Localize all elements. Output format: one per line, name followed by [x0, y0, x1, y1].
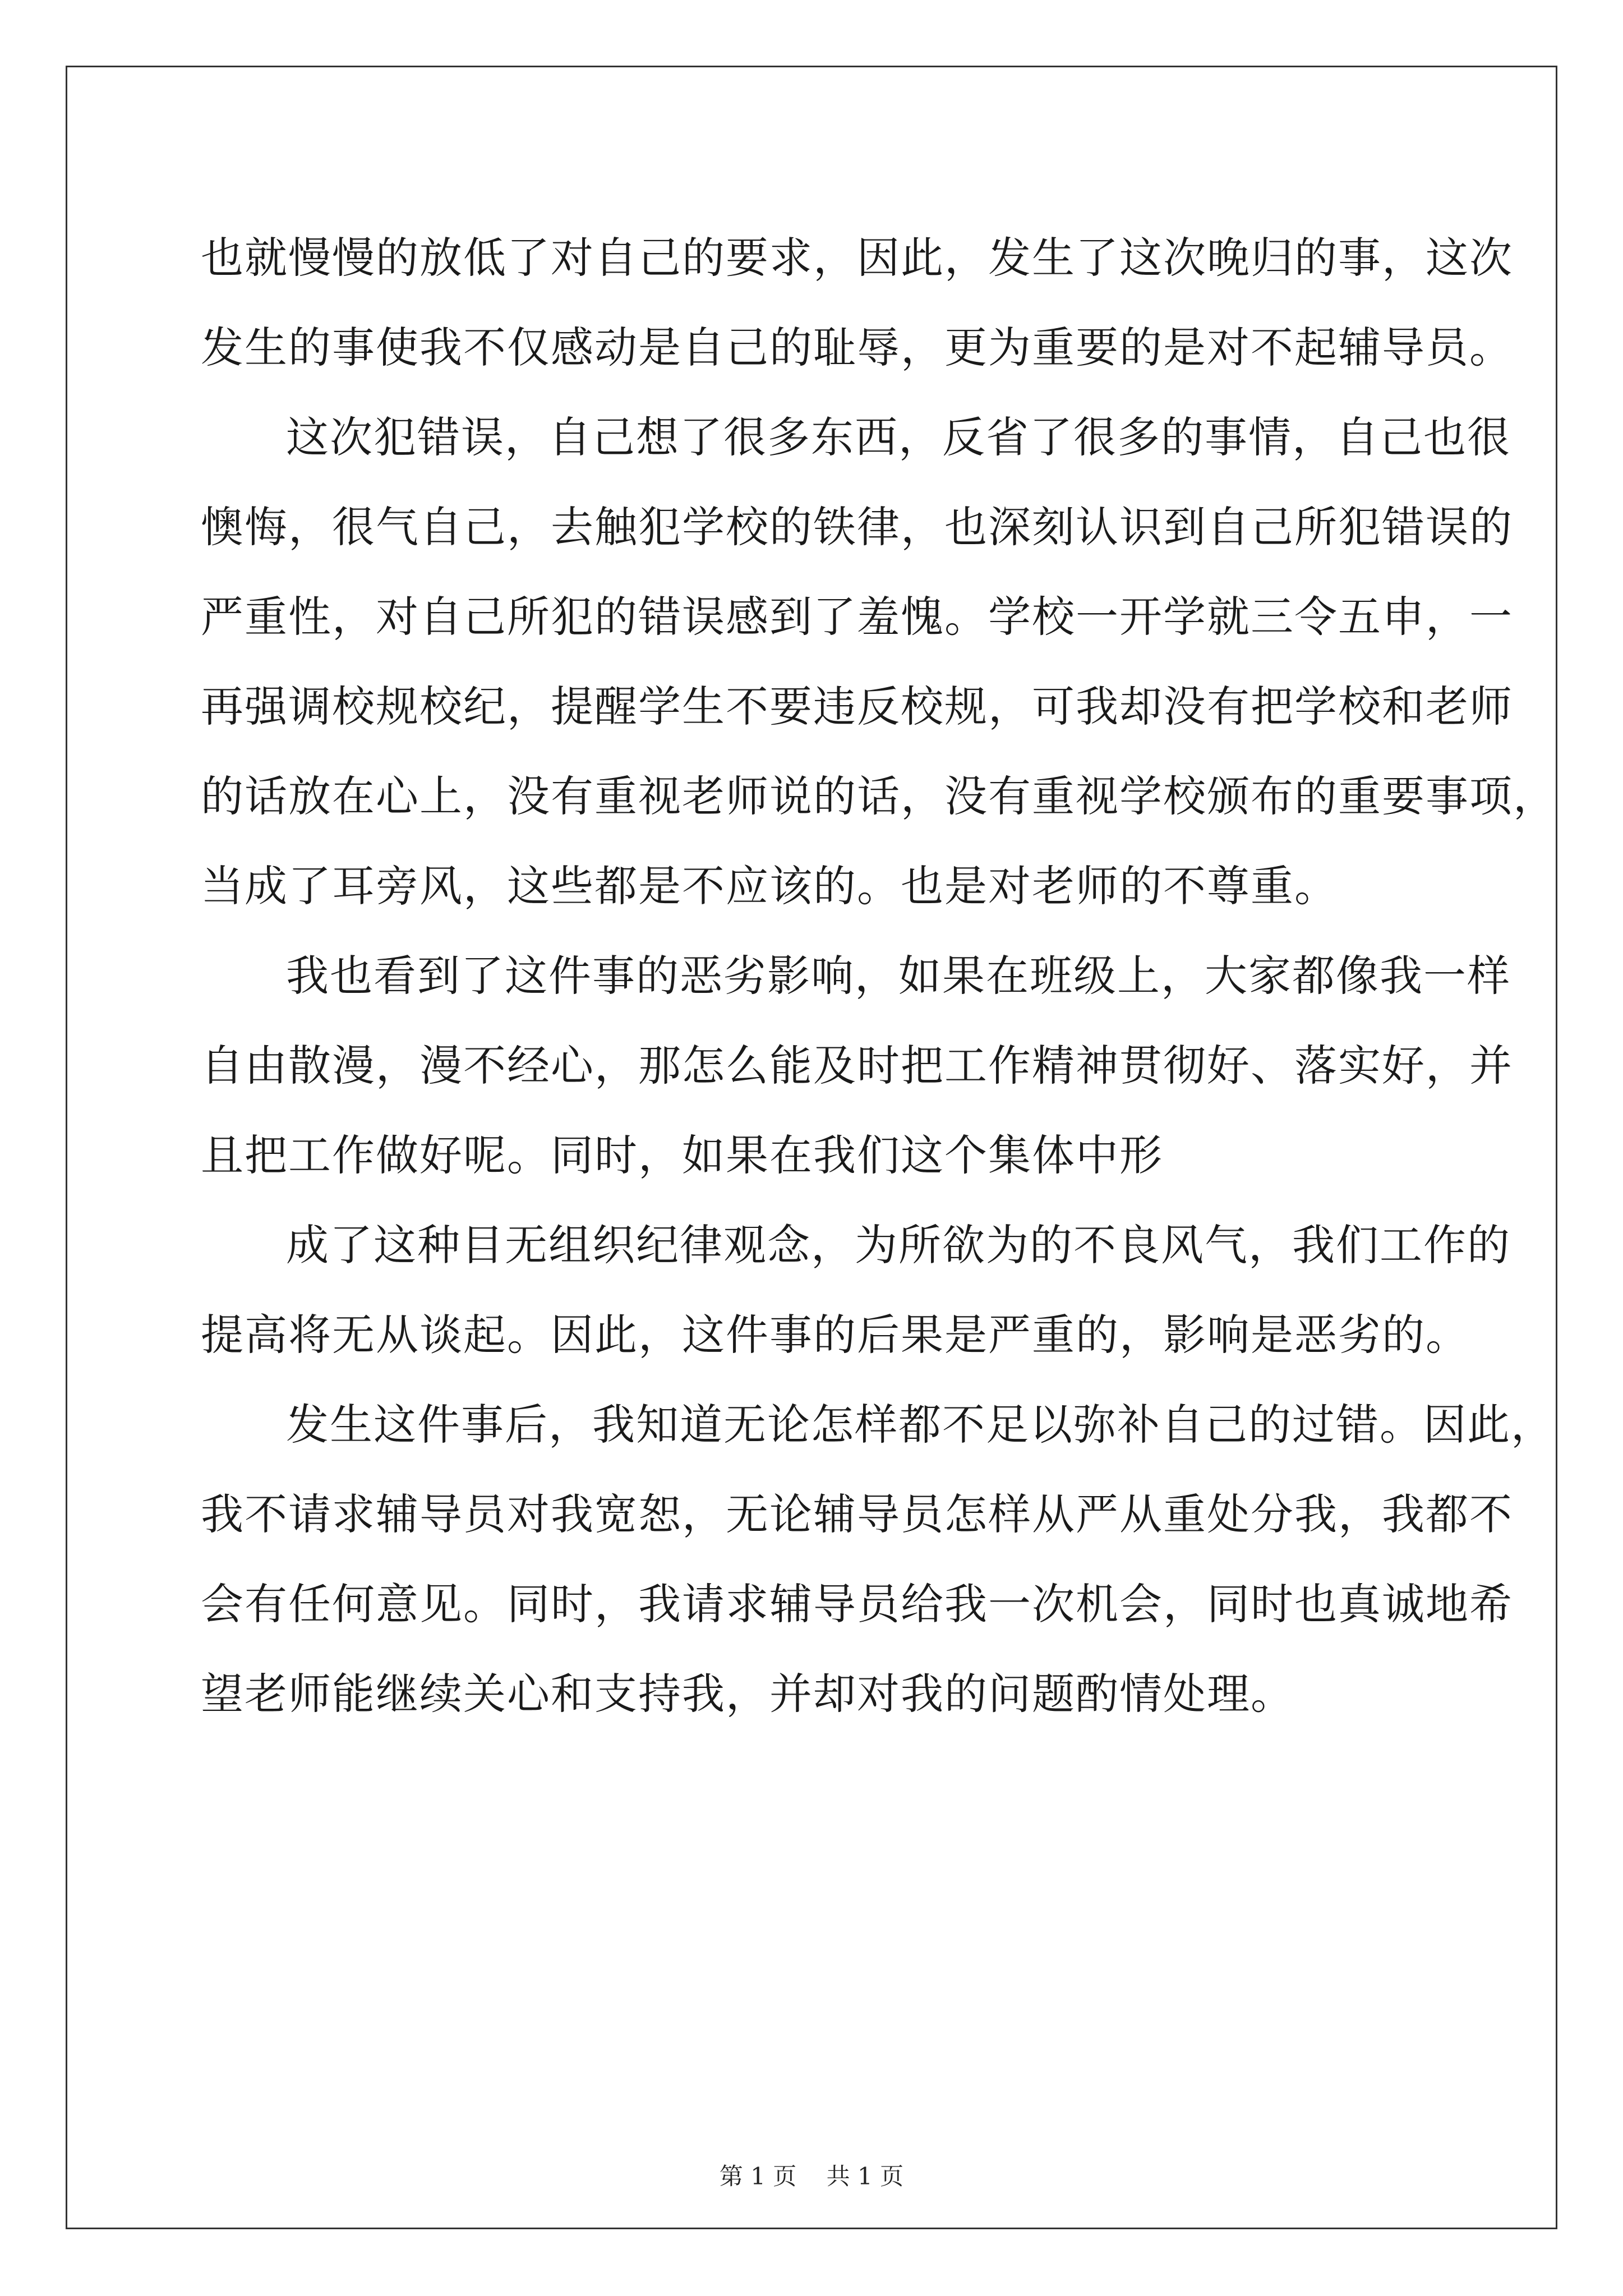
- text-line: 发生这件事后，我知道无论怎样都不足以弥补自己的过错。因此，: [286, 1400, 1555, 1450]
- text-line: 成了这种目无组织纪律观念，为所欲为的不良风气，我们工作的: [286, 1220, 1511, 1270]
- text-line: 的话放在心上，没有重视老师说的话，没有重视学校颁布的重要事项，: [201, 771, 1557, 821]
- page-number: 第 1 页: [719, 2162, 797, 2190]
- text-line: 望老师能继续关心和支持我，并却对我的问题酌情处理。: [201, 1669, 1294, 1719]
- text-line: 也就慢慢的放低了对自己的要求，因此，发生了这次晚归的事，这次: [201, 233, 1513, 283]
- text-line: 会有任何意见。同时，我请求辅导员给我一次机会，同时也真诚地希: [201, 1579, 1513, 1629]
- text-line: 提高将无从谈起。因此，这件事的后果是严重的，影响是恶劣的。: [201, 1310, 1469, 1360]
- text-line: 懊悔，很气自己，去触犯学校的铁律，也深刻认识到自己所犯错误的: [201, 502, 1513, 552]
- page-footer: [0, 2160, 1623, 2193]
- text-line: 这次犯错误，自己想了很多东西，反省了很多的事情，自己也很: [286, 412, 1511, 462]
- text-line: 当成了耳旁风，这些都是不应该的。也是对老师的不尊重。: [201, 861, 1338, 911]
- text-line: 发生的事使我不仅感动是自己的耻辱，更为重要的是对不起辅导员。: [201, 323, 1513, 372]
- text-line: 且把工作做好呢。同时，如果在我们这个集体中形: [201, 1130, 1163, 1180]
- total-pages: 共 1 页: [826, 2162, 904, 2190]
- document-body: [201, 213, 1557, 1739]
- text-line: 自由散漫，漫不经心，那怎么能及时把工作精神贯彻好、落实好，并: [201, 1041, 1513, 1091]
- text-line: 我不请求辅导员对我宽恕，无论辅导员怎样从严从重处分我，我都不: [201, 1489, 1513, 1539]
- text-line: 我也看到了这件事的恶劣影响，如果在班级上，大家都像我一样: [286, 951, 1511, 1001]
- text-line: 严重性，对自己所犯的错误感到了羞愧。学校一开学就三令五申，一: [201, 592, 1513, 642]
- text-line: 再强调校规校纪，提醒学生不要违反校规，可我却没有把学校和老师: [201, 682, 1513, 731]
